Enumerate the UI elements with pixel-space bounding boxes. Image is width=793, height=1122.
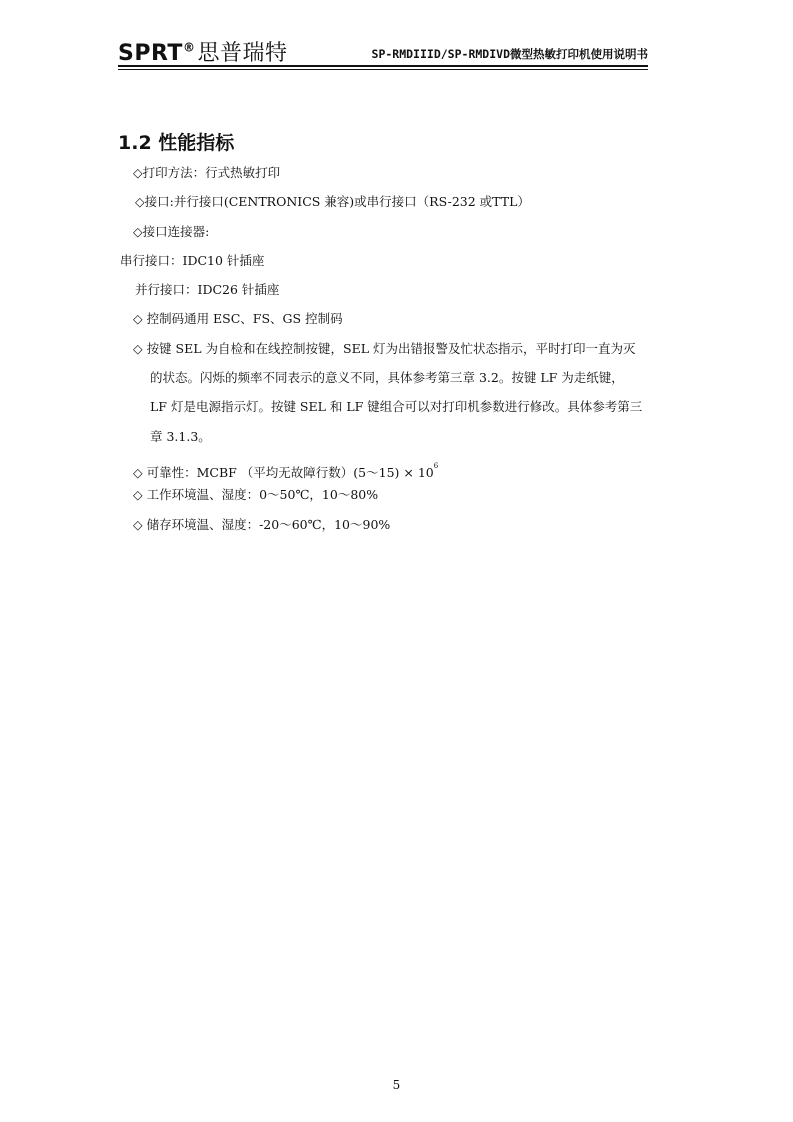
brand-name: SPRT xyxy=(118,41,183,66)
header-rule-thick xyxy=(118,65,648,67)
spec-reliability-exponent: 6 xyxy=(433,461,439,470)
spec-operating-env: ◇ 工作环境温、湿度：0～50℃，10～80% xyxy=(133,487,379,503)
spec-parallel-connector: 并行接口：IDC26 针插座 xyxy=(135,282,280,298)
page-header xyxy=(118,36,648,68)
header-rule-thin xyxy=(118,69,648,70)
spec-serial-connector: 串行接口：IDC10 针插座 xyxy=(120,252,265,268)
spec-control-codes: ◇ 控制码通用 ESC、FS、GS 控制码 xyxy=(133,311,343,327)
brand-logo xyxy=(118,36,287,67)
document-title: SP-RMDIIID/SP-RMDIVD微型热敏打印机使用说明书 xyxy=(371,47,648,61)
spec-reliability-text: ◇ 可靠性：MCBF （平均无故障行数）(5～15) × 10 xyxy=(133,464,434,480)
spec-reliability xyxy=(133,455,678,484)
page-number: 5 xyxy=(392,1078,401,1092)
spec-keys-line4: 章 3.1.3。 xyxy=(150,428,211,444)
spec-connector: ◇接口连接器: xyxy=(133,223,210,239)
spec-keys-line2: 的状态。闪烁的频率不同表示的意义不同，具体参考第三章 3.2。按键 LF 为走纸键， xyxy=(150,370,624,386)
spec-print-method: ◇打印方法：行式热敏打印 xyxy=(133,165,281,180)
spec-interface: ◇接口:并行接口(CENTRONICS 兼容)或串行接口（RS-232 或TTL） xyxy=(135,194,530,210)
spec-keys-line1: ◇ 按键 SEL 为自检和在线控制按键，SEL 灯为出错报警及忙状态指示，平时打印一直为灭 xyxy=(133,340,636,356)
registered-mark: ® xyxy=(182,40,196,55)
section-title: 1.2 性能指标 xyxy=(118,132,235,154)
spec-storage-env: ◇ 储存环境温、湿度：-20～60℃，10～90% xyxy=(133,516,391,532)
spec-list xyxy=(120,162,678,543)
brand-name-cn: 思普瑞特 xyxy=(197,41,288,66)
spec-keys-line3: LF 灯是电源指示灯。按键 SEL 和 LF 键组合可以对打印机参数进行修改。具体参考第三 xyxy=(150,399,643,415)
